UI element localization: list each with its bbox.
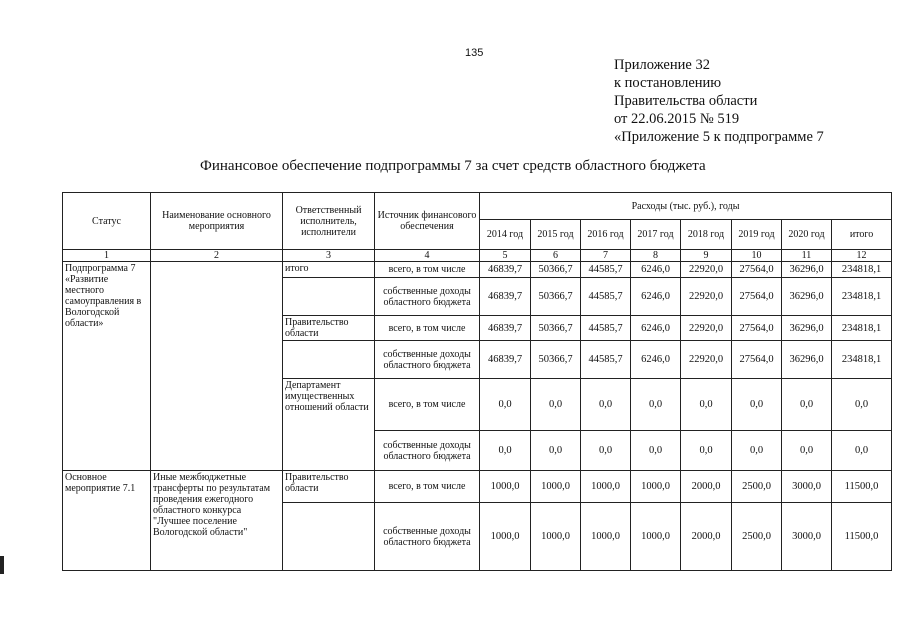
value-cell: 46839,7 <box>480 316 531 341</box>
source-cell: собственные доходы областного бюджета <box>375 431 480 471</box>
header-expenses: Расходы (тыс. руб.), годы <box>480 193 892 220</box>
value-cell: 6246,0 <box>631 262 681 278</box>
value-cell: 46839,7 <box>480 262 531 278</box>
scan-edge-mark <box>0 556 4 574</box>
value-cell: 44585,7 <box>581 278 631 316</box>
value-cell: 1000,0 <box>631 503 681 571</box>
value-cell: 0,0 <box>531 431 581 471</box>
value-cell: 11500,0 <box>832 503 892 571</box>
column-number: 2 <box>151 250 283 262</box>
financing-table <box>62 192 892 571</box>
executor-cell-empty <box>283 503 375 571</box>
header-year: 2015 год <box>531 220 581 250</box>
value-cell: 1000,0 <box>581 471 631 503</box>
value-cell: 0,0 <box>832 431 892 471</box>
value-cell: 0,0 <box>631 379 681 431</box>
value-cell: 0,0 <box>631 431 681 471</box>
header-total: итого <box>832 220 892 250</box>
executor-cell-empty <box>283 341 375 379</box>
value-cell: 0,0 <box>732 431 782 471</box>
appendix-header <box>614 56 824 146</box>
value-cell: 27564,0 <box>732 316 782 341</box>
appendix-line: к постановлению <box>614 75 722 91</box>
value-cell: 50366,7 <box>531 262 581 278</box>
header-year: 2019 год <box>732 220 782 250</box>
value-cell: 50366,7 <box>531 341 581 379</box>
header-year: 2018 год <box>681 220 732 250</box>
subprogram-activity <box>151 262 283 471</box>
value-cell: 3000,0 <box>782 471 832 503</box>
column-number: 7 <box>581 250 631 262</box>
column-number: 3 <box>283 250 375 262</box>
value-cell: 22920,0 <box>681 341 732 379</box>
value-cell: 6246,0 <box>631 341 681 379</box>
value-cell: 2500,0 <box>732 471 782 503</box>
header-activity: Наименование основного мероприятия <box>151 193 283 250</box>
executor-government: Правительство области <box>283 316 375 341</box>
column-number: 5 <box>480 250 531 262</box>
value-cell: 0,0 <box>782 379 832 431</box>
value-cell: 2000,0 <box>681 471 732 503</box>
value-cell: 22920,0 <box>681 262 732 278</box>
header-source: Источник финансового обеспечения <box>375 193 480 250</box>
value-cell: 234818,1 <box>832 341 892 379</box>
value-cell: 0,0 <box>480 379 531 431</box>
value-cell: 46839,7 <box>480 341 531 379</box>
column-number: 6 <box>531 250 581 262</box>
header-year: 2020 год <box>782 220 832 250</box>
value-cell: 2000,0 <box>681 503 732 571</box>
column-number: 9 <box>681 250 732 262</box>
value-cell: 0,0 <box>581 379 631 431</box>
value-cell: 27564,0 <box>732 262 782 278</box>
event-status: Основное мероприятие 7.1 <box>63 471 151 571</box>
value-cell: 46839,7 <box>480 278 531 316</box>
value-cell: 234818,1 <box>832 278 892 316</box>
value-cell: 50366,7 <box>531 316 581 341</box>
value-cell: 6246,0 <box>631 278 681 316</box>
header-year: 2017 год <box>631 220 681 250</box>
event-activity: Иные межбюджетные трансферты по результатам проведения ежегодного областного конкурса "Лучшее поселение Вологодской области" <box>151 471 283 571</box>
source-cell: собственные доходы областного бюджета <box>375 278 480 316</box>
value-cell: 1000,0 <box>631 471 681 503</box>
table-row <box>63 471 892 503</box>
value-cell: 1000,0 <box>531 471 581 503</box>
value-cell: 1000,0 <box>581 503 631 571</box>
appendix-line: Приложение 32 <box>614 57 710 73</box>
value-cell: 11500,0 <box>832 471 892 503</box>
value-cell: 27564,0 <box>732 341 782 379</box>
source-cell: собственные доходы областного бюджета <box>375 503 480 571</box>
column-number: 12 <box>832 250 892 262</box>
appendix-line: Правительства области <box>614 93 758 109</box>
value-cell: 0,0 <box>581 431 631 471</box>
page-number: 135 <box>465 47 484 59</box>
value-cell: 0,0 <box>782 431 832 471</box>
value-cell: 1000,0 <box>531 503 581 571</box>
value-cell: 44585,7 <box>581 262 631 278</box>
value-cell: 1000,0 <box>480 471 531 503</box>
appendix-line: «Приложение 5 к подпрограмме 7 <box>614 129 824 145</box>
value-cell: 2500,0 <box>732 503 782 571</box>
header-executor: Ответственный исполнитель, исполнители <box>283 193 375 250</box>
value-cell: 36296,0 <box>782 341 832 379</box>
value-cell: 0,0 <box>681 379 732 431</box>
source-cell: всего, в том числе <box>375 379 480 431</box>
value-cell: 1000,0 <box>480 503 531 571</box>
header-year: 2016 год <box>581 220 631 250</box>
source-cell: собственные доходы областного бюджета <box>375 341 480 379</box>
subprogram-status: Подпрограмма 7 «Развитие местного самоуправления в Вологодской области» <box>63 262 151 471</box>
executor-cell-empty <box>283 278 375 316</box>
value-cell: 0,0 <box>732 379 782 431</box>
value-cell: 0,0 <box>531 379 581 431</box>
source-cell: всего, в том числе <box>375 316 480 341</box>
value-cell: 27564,0 <box>732 278 782 316</box>
document-title: Финансовое обеспечение подпрограммы 7 за счет средств областного бюджета <box>200 158 706 174</box>
column-number: 4 <box>375 250 480 262</box>
value-cell: 0,0 <box>681 431 732 471</box>
value-cell: 22920,0 <box>681 278 732 316</box>
value-cell: 3000,0 <box>782 503 832 571</box>
value-cell: 234818,1 <box>832 262 892 278</box>
appendix-line: от 22.06.2015 № 519 <box>614 111 740 127</box>
header-year: 2014 год <box>480 220 531 250</box>
value-cell: 0,0 <box>480 431 531 471</box>
value-cell: 6246,0 <box>631 316 681 341</box>
executor-total: итого <box>283 262 375 278</box>
value-cell: 234818,1 <box>832 316 892 341</box>
value-cell: 22920,0 <box>681 316 732 341</box>
header-status: Статус <box>63 193 151 250</box>
executor-department: Департамент имущественных отношений области <box>283 379 375 471</box>
column-number: 11 <box>782 250 832 262</box>
column-number: 10 <box>732 250 782 262</box>
value-cell: 36296,0 <box>782 316 832 341</box>
value-cell: 36296,0 <box>782 262 832 278</box>
value-cell: 0,0 <box>832 379 892 431</box>
value-cell: 44585,7 <box>581 316 631 341</box>
source-cell: всего, в том числе <box>375 471 480 503</box>
value-cell: 44585,7 <box>581 341 631 379</box>
value-cell: 50366,7 <box>531 278 581 316</box>
source-cell: всего, в том числе <box>375 262 480 278</box>
executor-government: Правительство области <box>283 471 375 503</box>
value-cell: 36296,0 <box>782 278 832 316</box>
column-number: 8 <box>631 250 681 262</box>
table-row <box>63 262 892 278</box>
column-number: 1 <box>63 250 151 262</box>
